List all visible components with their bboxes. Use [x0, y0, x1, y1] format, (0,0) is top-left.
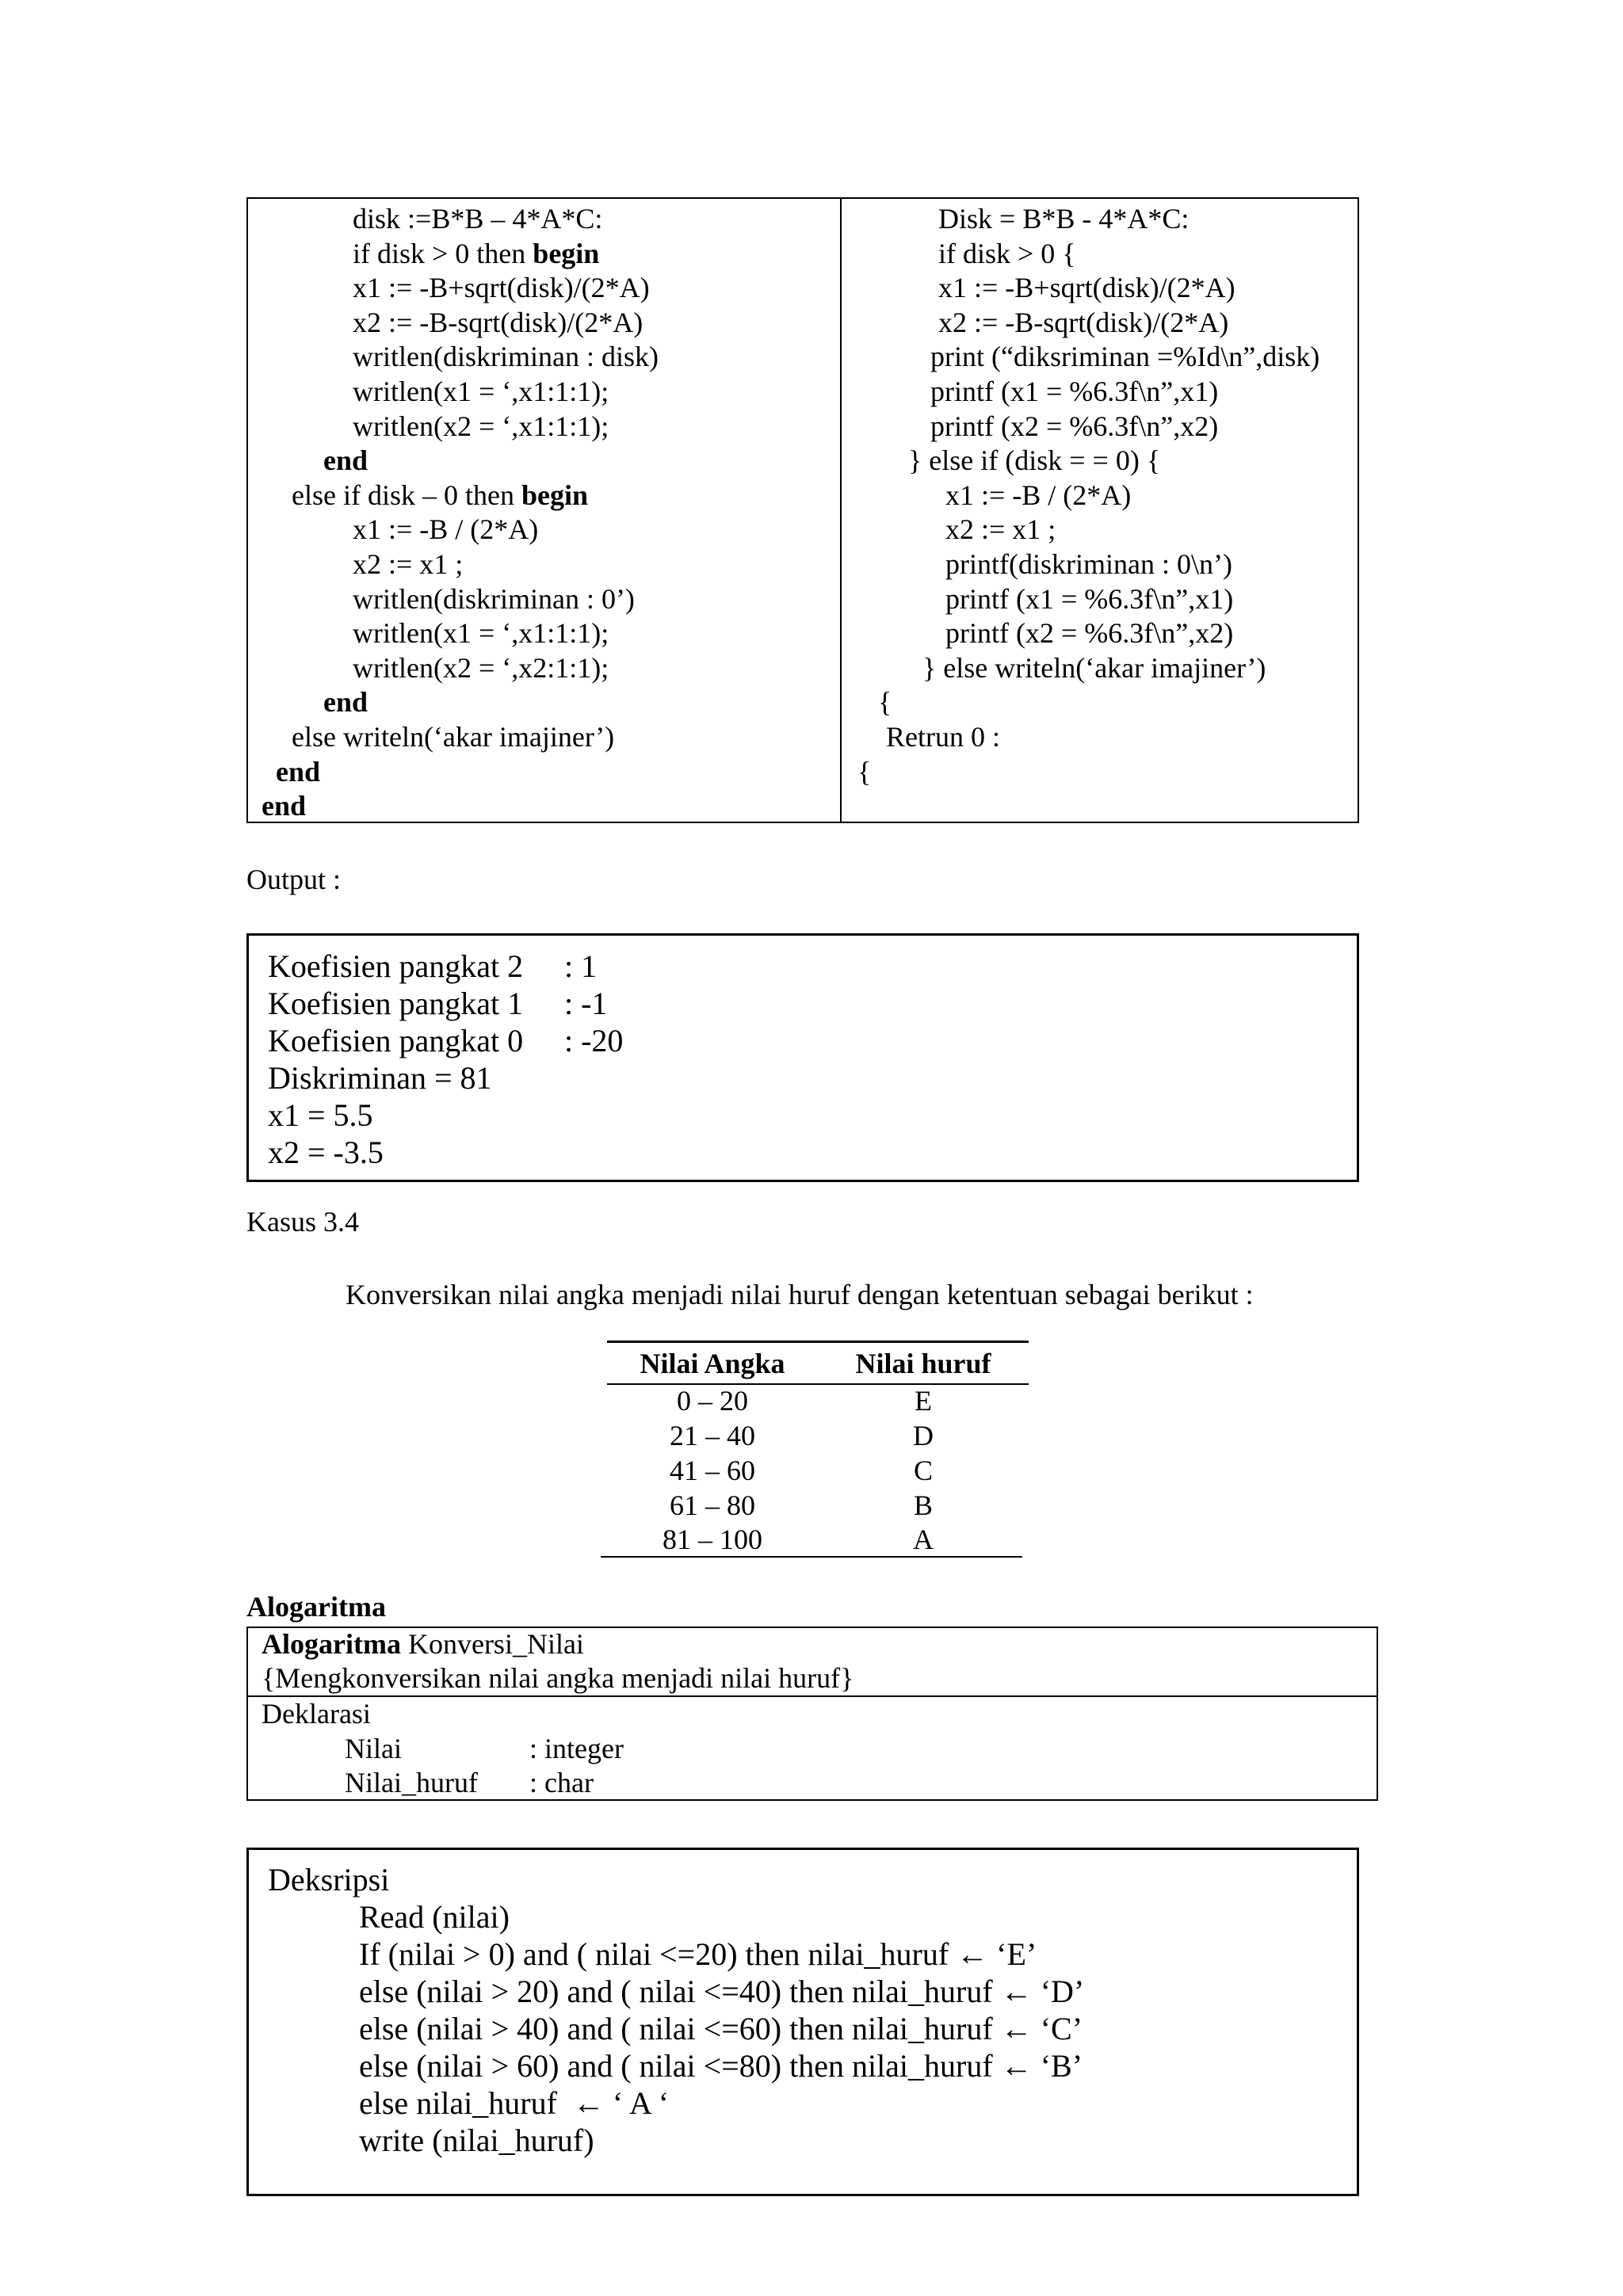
code-table-divider — [840, 197, 842, 823]
code-line: end — [276, 756, 321, 788]
code-line: } else writeln(‘akar imajiner’) — [922, 652, 1266, 684]
code-line: Disk = B*B - 4*A*C: — [938, 203, 1190, 235]
alg-var-name: Nilai — [345, 1733, 402, 1764]
code-line: writlen(diskriminan : 0’) — [353, 583, 635, 615]
code-line: x2 := -B-sqrt(disk)/(2*A) — [938, 307, 1229, 338]
code-line: writlen(x1 = ‘,x1:1:1); — [353, 376, 609, 407]
table-cell: 21 – 40 — [670, 1420, 755, 1451]
code-line: x2 := x1 ; — [945, 513, 1056, 545]
table-header: Nilai Angka — [640, 1348, 785, 1379]
code-line: { — [857, 756, 872, 788]
code-line: x2 := x1 ; — [353, 548, 464, 580]
table-cell: 41 – 60 — [670, 1455, 755, 1486]
code-line: else if disk – 0 then begin — [292, 479, 588, 511]
code-line: print (“diksriminan =%Id\n”,disk) — [930, 341, 1320, 372]
code-line: end — [262, 790, 307, 822]
code-line: writlen(diskriminan : disk) — [353, 341, 659, 372]
code-line: x1 := -B+sqrt(disk)/(2*A) — [938, 272, 1235, 303]
table-cell: 61 – 80 — [670, 1489, 755, 1521]
code-line: x1 := -B+sqrt(disk)/(2*A) — [353, 272, 650, 303]
output-coef-value: : 1 — [564, 948, 598, 984]
code-line: if disk > 0 { — [938, 238, 1076, 269]
section-title: Kasus 3.4 — [246, 1206, 359, 1238]
code-line: x1 := -B / (2*A) — [353, 513, 539, 545]
code-line: printf (x1 = %6.3f\n”,x1) — [930, 376, 1219, 407]
alg-var-name: Nilai_huruf — [345, 1767, 478, 1798]
deskripsi-line: else (nilai > 40) and ( nilai <=60) then nilai_huruf ← ‘C’ — [359, 2011, 1083, 2046]
code-line: writlen(x2 = ‘,x2:1:1); — [353, 652, 609, 684]
instruction-text: Konversikan nilai angka menjadi nilai huruf dengan ketentuan sebagai berikut : — [346, 1279, 1254, 1310]
code-line: if disk > 0 then begin — [353, 238, 600, 269]
code-line: end — [323, 686, 369, 718]
alg-heading: Alogaritma — [246, 1591, 386, 1623]
output-coef-value: : -20 — [564, 1023, 624, 1058]
table-cell: C — [913, 1455, 933, 1486]
code-line: } else if (disk = = 0) { — [908, 444, 1161, 476]
code-line: disk :=B*B – 4*A*C: — [353, 203, 603, 235]
table-cell: E — [915, 1385, 932, 1417]
output-line: x1 = 5.5 — [268, 1097, 373, 1133]
output-coef-label: Koefisien pangkat 0 — [268, 1023, 524, 1058]
deskripsi-line: write (nilai_huruf) — [359, 2122, 594, 2158]
output-coef-label: Koefisien pangkat 1 — [268, 986, 524, 1021]
deskripsi-line: If (nilai > 0) and ( nilai <=20) then nilai_huruf ← ‘E’ — [359, 1936, 1037, 1972]
output-line: Diskriminan = 81 — [268, 1060, 492, 1096]
output-label: Output : — [246, 864, 342, 895]
code-line: writlen(x2 = ‘,x1:1:1); — [353, 410, 609, 442]
table-cell: D — [913, 1420, 934, 1451]
table-cell: A — [913, 1524, 934, 1555]
alg-box-divider — [246, 1695, 1378, 1697]
alg-var-type: : char — [529, 1767, 594, 1798]
code-line: printf (x1 = %6.3f\n”,x1) — [945, 583, 1234, 615]
table-top-rule — [607, 1341, 1029, 1343]
deskripsi-line: else nilai_huruf ← ‘ A ‘ — [359, 2085, 670, 2121]
code-line: writlen(x1 = ‘,x1:1:1); — [353, 617, 609, 649]
code-line: x1 := -B / (2*A) — [945, 479, 1132, 511]
table-header-rule — [607, 1383, 1029, 1385]
code-line: printf (x2 = %6.3f\n”,x2) — [930, 410, 1219, 442]
code-line: x2 := -B-sqrt(disk)/(2*A) — [353, 307, 643, 338]
alg-comment: {Mengkonversikan nilai angka menjadi nilai huruf} — [262, 1662, 854, 1694]
output-line: x2 = -3.5 — [268, 1135, 384, 1170]
alg-deklarasi: Deklarasi — [262, 1698, 371, 1730]
deskripsi-title: Deksripsi — [268, 1862, 390, 1897]
deskripsi-line: else (nilai > 20) and ( nilai <=40) then nilai_huruf ← ‘D’ — [359, 1974, 1085, 2009]
code-line: end — [323, 444, 369, 476]
code-line: printf (x2 = %6.3f\n”,x2) — [945, 617, 1234, 649]
table-cell: 81 – 100 — [663, 1524, 762, 1555]
table-header: Nilai huruf — [855, 1348, 991, 1379]
table-cell: B — [913, 1489, 933, 1521]
deskripsi-line: else (nilai > 60) and ( nilai <=80) then nilai_huruf ← ‘B’ — [359, 2048, 1083, 2084]
code-line: Retrun 0 : — [886, 721, 1000, 753]
code-line: printf(diskriminan : 0\n’) — [945, 548, 1232, 580]
table-cell: 0 – 20 — [677, 1385, 748, 1417]
output-coef-label: Koefisien pangkat 2 — [268, 948, 524, 984]
code-line: else writeln(‘akar imajiner’) — [292, 721, 615, 753]
alg-title: Alogaritma Konversi_Nilai — [262, 1628, 584, 1660]
alg-var-type: : integer — [529, 1733, 624, 1764]
code-line: { — [878, 686, 892, 718]
deskripsi-line: Read (nilai) — [359, 1899, 510, 1935]
table-bottom-rule — [601, 1556, 1022, 1558]
output-coef-value: : -1 — [564, 986, 608, 1021]
